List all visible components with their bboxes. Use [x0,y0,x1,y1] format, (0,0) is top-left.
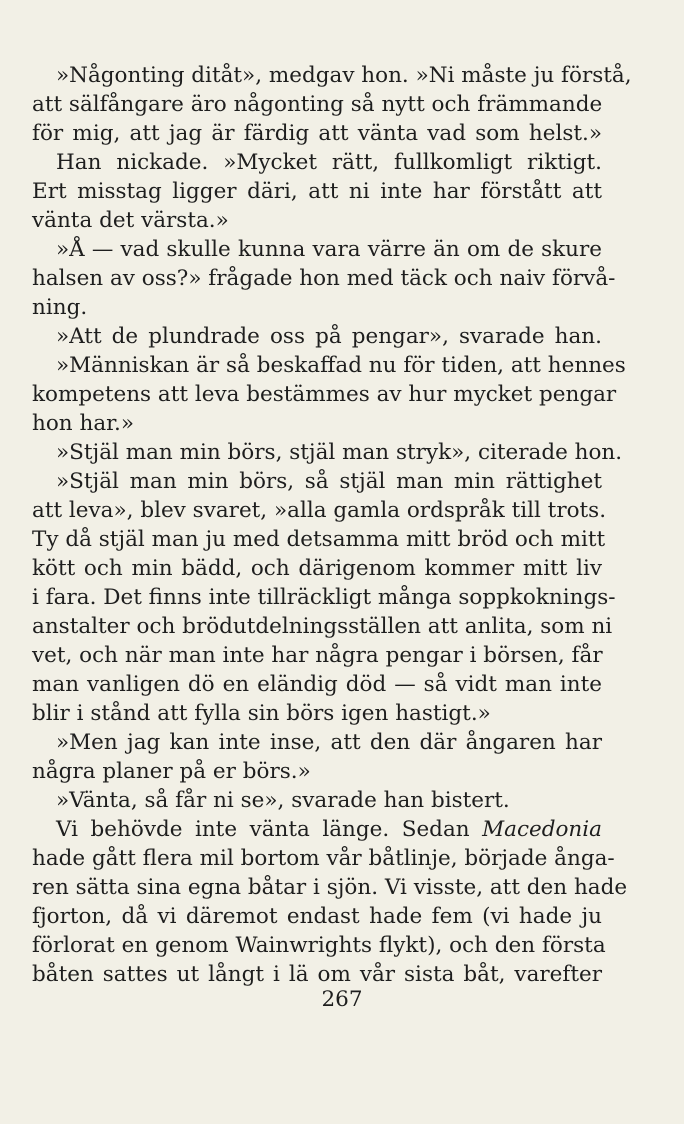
text-line: fjorton, då vi däremot endast hade fem (vi hade ju [32,904,602,929]
text-line: förlorat en genom Wainwrights flykt), och den första [32,933,606,958]
text-line: i fara. Det finns inte tillräckligt många soppkoknings- [32,585,616,610]
text-line: anstalter och brödutdelningsställen att anlita, som ni [32,614,613,639]
text-line: vet, och när man inte har några pengar i börsen, får [32,643,603,668]
text-line: kompetens att leva bestämmes av hur mycket pengar [32,382,617,407]
text-line: blir i stånd att fylla sin börs igen hastigt.» [32,701,491,726]
text-line: några planer på er börs.» [32,759,311,784]
text-line: Han nickade. »Mycket rätt, fullkomligt riktigt. [56,150,602,175]
text-line: »Stjäl man min börs, stjäl man stryk», citerade hon. [56,440,623,465]
text-line: man vanligen dö en eländig död — så vidt man inte [32,672,602,697]
text-line: »Men jag kan inte inse, att den där ångaren har [56,730,602,755]
text-line: »Att de plundrade oss på pengar», svarade han. [56,324,602,349]
text-line: »Å — vad skulle kunna vara värre än om de skure [56,237,602,262]
text-line: ning. [32,295,88,320]
text-line: »Någonting ditåt», medgav hon. »Ni måste ju förstå, [56,63,632,88]
text-line: vänta det värsta.» [32,208,229,233]
page-number: 267 [321,987,363,1012]
text-line: kött och min bädd, och därigenom kommer mitt liv [32,556,602,581]
ship-name: Macedonia [482,817,602,842]
text-line: ren sätta sina egna båtar i sjön. Vi visste, att den hade [32,875,628,900]
text-line: båten sattes ut långt i lä om vår sista båt, varefter [32,962,602,987]
text-line: hade gått flera mil bortom vår båtlinje, började ånga- [32,846,615,871]
text-line: Ty då stjäl man ju med detsamma mitt bröd och mitt [32,527,606,552]
text-line: för mig, att jag är färdig att vänta vad som helst.» [32,121,602,146]
text-line: »Stjäl man min börs, så stjäl man min rättighet [56,469,602,494]
text-segment: Vi behövde inte vänta länge. Sedan [56,817,470,842]
text-line [56,815,602,844]
text-line: »Människan är så beskaffad nu för tiden, att hennes [56,353,626,378]
text-line: att leva», blev svaret, »alla gamla ordspråk till trots. [32,498,607,523]
text-line: »Vänta, så får ni se», svarade han bistert. [56,788,510,813]
text-line: hon har.» [32,411,135,436]
text-line: halsen av oss?» frågade hon med täck och naiv förvå- [32,266,616,291]
text-line: att sälfångare äro någonting så nytt och främmande [32,92,603,117]
text-line: Ert misstag ligger däri, att ni inte har förstått att [32,179,602,204]
